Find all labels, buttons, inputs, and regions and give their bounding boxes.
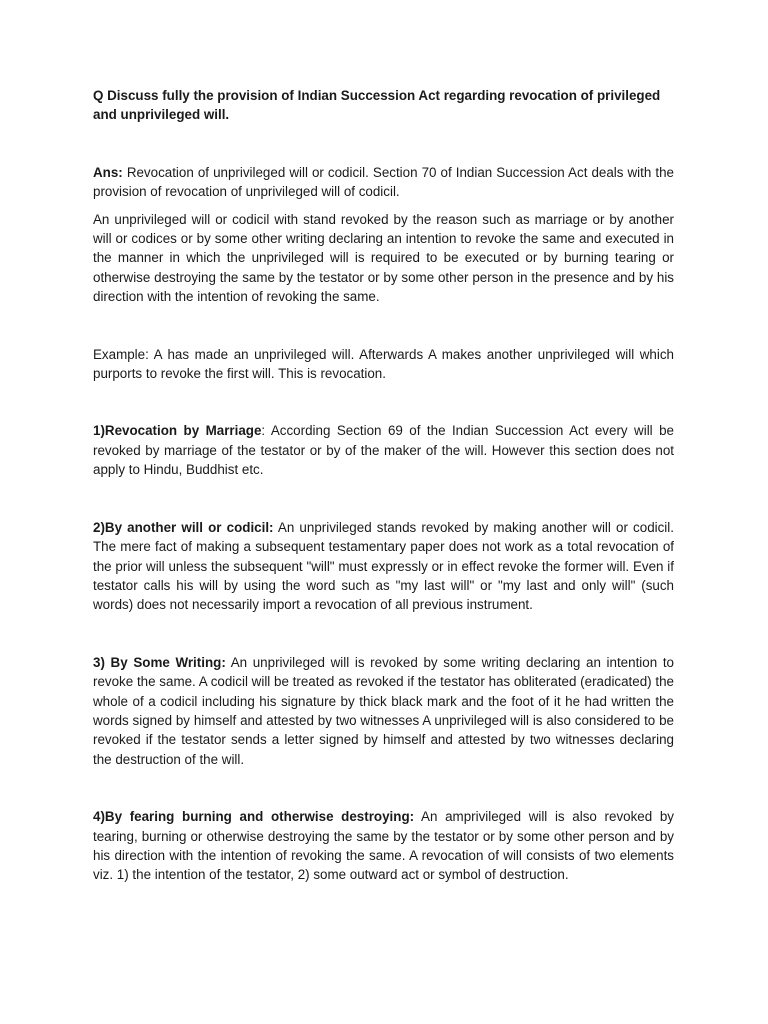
section-text: An unprivileged will is revoked by some writing declaring an intention to revoke the same. A codicil will be treated as revoked if the testator has obliterated (eradicated) the whole of a codicil including his signature by thick black mark and the foot of it he had written the words signed by himself and attested by two witnesses A unprivileged will is also considered to be revoked if the testator sends a letter signed by himself and attested by two witnesses declaring the destruction of the will. — [93, 654, 674, 767]
general-revocation-paragraph: An unprivileged will or codicil with stand revoked by the reason such as marriage or by another will or codices or by some other writing declaring an intention to revoke the same and executed in the manner in which the unprivileged will is required to be executed or by burning tearing or otherwise destroying the same by the testator or by some other person in the presence and by his direction with the intention of revoking the same. — [93, 211, 674, 305]
section-heading: 1)Revocation by Marriage — [93, 423, 262, 439]
section-by-some-writing — [93, 653, 674, 769]
section-revocation-by-marriage — [93, 421, 674, 479]
document-page — [93, 86, 674, 885]
question-heading: Q Discuss fully the provision of Indian Succession Act regarding revocation of privileged and unprivileged will. — [93, 88, 661, 123]
section-text: An amprivileged will is also revoked by tearing, burning or otherwise destroying the same by the testator or by some other person and by his direction with the intention of revoking the same. A revocation of will consists of two elements viz. 1) the intention of the testator, 2) some outward act or symbol of destruction. — [93, 809, 675, 883]
answer-label: Ans: — [93, 164, 123, 180]
section-text: : According Section 69 of the Indian Succession Act every will be revoked by marriage of the testator or by of the maker of the will. However this section does not apply to Hindu, Buddhist etc. — [93, 423, 674, 478]
section-heading: 2)By another will or codicil: — [93, 519, 274, 535]
example-paragraph: Example: A has made an unprivileged will. Afterwards A makes another unprivileged will which purports to revoke the first will. This is revocation. — [93, 346, 674, 382]
section-text: An unprivileged stands revoked by making another will or codicil. The mere fact of making a subsequent testamentary paper does not work as a total revocation of the prior will unless the subsequent "will" must expressly or in effect revoke the former will. Even if testator calls his will by using the word such as "my last will" or "my last and only will" (such words) does not necessarily import a revocation of all previous instrument. — [93, 519, 674, 613]
section-heading: 4)By fearing burning and otherwise destroying: — [93, 809, 415, 825]
section-by-another-will — [93, 518, 674, 615]
answer-intro-paragraph — [93, 163, 674, 202]
answer-intro-text: Revocation of unprivileged will or codicil. Section 70 of Indian Succession Act deals with the provision of revocation of unprivileged will of codicil. — [93, 164, 674, 200]
section-by-destroying — [93, 807, 674, 885]
section-heading: 3) By Some Writing: — [93, 654, 226, 670]
